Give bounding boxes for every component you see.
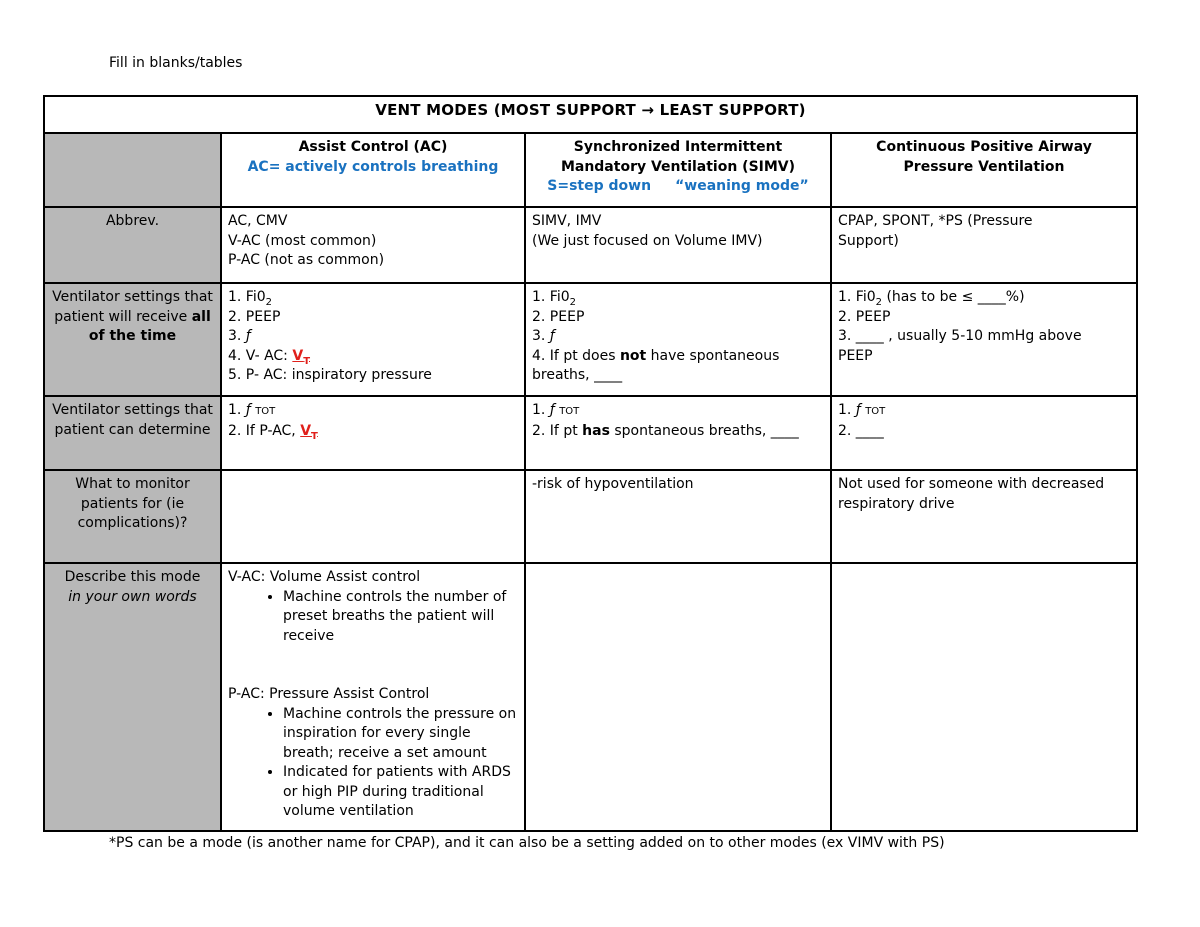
list-item: • Machine controls the number of preset breaths the patient will receive xyxy=(283,588,518,647)
row-label-monitor: What to monitor patients for (ie complications)? xyxy=(44,470,221,563)
cpap-name-line1: Continuous Positive Airway xyxy=(876,139,1092,155)
footnote: *PS can be a mode (is another name for CPAP), and it can also be a setting added on to other modes (ex VIMV with PS) xyxy=(109,835,945,851)
abbrev-simv-cell xyxy=(525,207,831,283)
settings-all-ac-cell: 1. $Fi0_2$ 2. PEEP 3. ƒ 4. V- AC: $V_T$ 5. P- AC: inspiratory pressure xyxy=(221,283,525,396)
settings-all-simv-cell: 1. $Fi0_2$ 2. PEEP 3. ƒ 4. If pt does not have spontaneous breaths, ____ xyxy=(525,283,831,396)
simv-name-line2: Mandatory Ventilation (SIMV) xyxy=(560,158,796,175)
row-label-describe: Describe this mode in your own words xyxy=(44,563,221,831)
monitor-simv-cell: -risk of hypoventilation xyxy=(525,470,831,563)
abbrev-cpap-line: Support) xyxy=(838,232,899,249)
describe-ac-cell xyxy=(221,563,525,831)
corner-cell xyxy=(44,133,221,207)
abbrev-simv-line: (We just focused on Volume IMV) xyxy=(532,232,763,249)
v-ac-title: V-AC: Volume Assist control xyxy=(228,569,421,585)
row-label-abbrev: Abbrev. xyxy=(44,207,221,283)
cpap-name-line2: Pressure Ventilation xyxy=(903,158,1065,175)
abbrev-cpap-line: CPAP, SPONT, *PS (Pressure xyxy=(838,213,1033,229)
describe-cpap-cell xyxy=(831,563,1137,831)
simv-name-line1: Synchronized Intermittent xyxy=(573,139,783,155)
abbrev-ac-line: V-AC (most common) xyxy=(228,232,377,249)
settings-all-cpap-cell: 1. $Fi0_2$ (has to be ≤ ____%) 2. PEEP 3. ____ , usually 5-10 mmHg above PEEP xyxy=(831,283,1137,396)
column-header-cpap xyxy=(831,133,1137,207)
abbrev-ac-line: P-AC (not as common) xyxy=(228,252,385,268)
describe-simv-cell xyxy=(525,563,831,831)
settings-pt-cpap-cell: 1. ƒ TOT 2. ____ xyxy=(831,396,1137,470)
p-ac-title: P-AC: Pressure Assist Control xyxy=(228,686,430,702)
monitor-cpap-cell: Not used for someone with decreased respiratory drive xyxy=(831,470,1137,563)
simv-note-b: “weaning mode” xyxy=(675,178,809,194)
page-instruction: Fill in blanks/tables xyxy=(109,55,243,71)
settings-pt-ac-cell: 1. ƒ TOT 2. If P-AC, $V_T$ xyxy=(221,396,525,470)
ac-note: AC= actively controls breathing xyxy=(247,158,499,175)
settings-pt-simv-cell: 1. ƒ TOT 2. If pt has spontaneous breaths, ____ xyxy=(525,396,831,470)
column-header-simv xyxy=(525,133,831,207)
column-header-ac xyxy=(221,133,525,207)
ac-name: Assist Control (AC) xyxy=(298,139,448,155)
row-label-settings-all-time: Ventilator settings that patient will receive all of the time xyxy=(44,283,221,396)
row-label-settings-pt-determines: Ventilator settings that patient can determine xyxy=(44,396,221,470)
vent-modes-table xyxy=(43,95,1138,832)
table-title: VENT MODES (MOST SUPPORT → LEAST SUPPORT) xyxy=(44,96,1137,133)
abbrev-cpap-cell xyxy=(831,207,1137,283)
abbrev-ac-cell xyxy=(221,207,525,283)
v-ac-bullets xyxy=(228,588,518,647)
p-ac-bullets xyxy=(228,705,518,822)
abbrev-ac-line: AC, CMV xyxy=(228,213,288,229)
list-item: • Machine controls the pressure on inspiration for every single breath; receive a set amount xyxy=(283,705,518,764)
monitor-ac-cell xyxy=(221,470,525,563)
simv-note-a: S=step down xyxy=(547,178,652,194)
list-item: • Indicated for patients with ARDS or high PIP during traditional volume ventilation xyxy=(283,763,518,822)
abbrev-simv-line: SIMV, IMV xyxy=(532,213,602,229)
